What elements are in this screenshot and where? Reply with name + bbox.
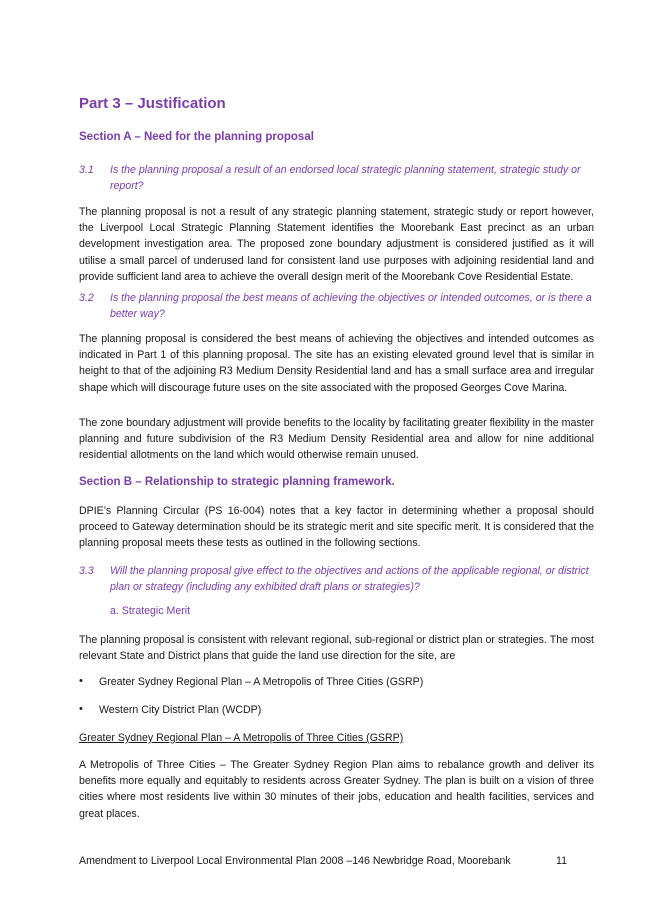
- paragraph-3-2a: The planning proposal is considered the best means of achieving the objectives and intended outcomes as indicated in Part 1 of this planning proposal. The site has an existing elevated ground level that is similar in height to that of the adjoining R3 Medium Density Residential land and has a small surface area and irregular shape which will discourage future uses on the site associated with the proposed Georges Cove Marina.: [79, 333, 594, 394]
- question-number: 3.2: [79, 292, 94, 304]
- gsrp-heading: Greater Sydney Regional Plan – A Metropolis of Three Cities (GSRP): [79, 732, 404, 744]
- bullet-icon: •: [79, 703, 83, 715]
- list-item-text: Western City District Plan (WCDP): [99, 704, 262, 716]
- question-text: Is the planning proposal a result of an endorsed local strategic planning statement, strategic study or report?: [110, 164, 581, 192]
- paragraph-3-2b: The zone boundary adjustment will provide benefits to the locality by facilitating greater flexibility in the master planning and future subdivision of the R3 Medium Density Residential area and allow for nine additional residential allotments on the land which would otherwise remain unused.: [79, 417, 594, 462]
- question-3-2: [79, 290, 599, 322]
- subheading-strategic-merit: a. Strategic Merit: [110, 605, 191, 617]
- question-3-3: [79, 563, 599, 595]
- list-item: [79, 704, 261, 716]
- section-a-heading: Section A – Need for the planning proposal: [79, 131, 314, 143]
- bullet-icon: •: [79, 675, 83, 687]
- question-number: 3.3: [79, 565, 94, 577]
- question-number: 3.1: [79, 164, 94, 176]
- question-text: Is the planning proposal the best means of achieving the objectives or intended outcomes, or is there a better way?: [110, 292, 592, 320]
- question-3-1: [79, 162, 599, 194]
- list-item: [79, 676, 423, 688]
- paragraph-3-3: The planning proposal is consistent with relevant regional, sub-regional or district plan or strategies. The most relevant State and District plans that guide the land use direction for the site, are: [79, 634, 594, 663]
- paragraph-3-1: The planning proposal is not a result of any strategic planning statement, strategic study or report however, the Liverpool Local Strategic Planning Statement identifies the Moorebank East precinct as an urban development investigation area. The proposed zone boundary adjustment is considered justified as it will utilise a small parcel of underused land for consistent land use purposes with adjoining residential land and provide sufficient land area to achieve the overall design merit of the Moorebank Cove Residential Estate.: [79, 206, 594, 283]
- paragraph-section-b: DPIE’s Planning Circular (PS 16-004) notes that a key factor in determining whether a proposal should proceed to Gateway determination should be its strategic merit and site specific merit. It is considered that the planning proposal meets these tests as outlined in the following sections.: [79, 505, 594, 550]
- page-number: 11: [556, 855, 567, 867]
- paragraph-gsrp: A Metropolis of Three Cities – The Greater Sydney Region Plan aims to rebalance growth and deliver its benefits more equally and equitably to residents across Greater Sydney. The plan is built on a vision of three cities where most residents live within 30 minutes of their jobs, education and health facilities, services and great places.: [79, 759, 594, 820]
- part-title: Part 3 – Justification: [79, 95, 226, 112]
- page-footer: Amendment to Liverpool Local Environmental Plan 2008 –146 Newbridge Road, Moorebank: [79, 855, 511, 867]
- list-item-text: Greater Sydney Regional Plan – A Metropolis of Three Cities (GSRP): [99, 676, 424, 688]
- question-text: Will the planning proposal give effect to the objectives and actions of the applicable regional, or district plan or strategy (including any exhibited draft plans or strategies)?: [110, 565, 589, 593]
- section-b-heading: Section B – Relationship to strategic planning framework.: [79, 476, 395, 488]
